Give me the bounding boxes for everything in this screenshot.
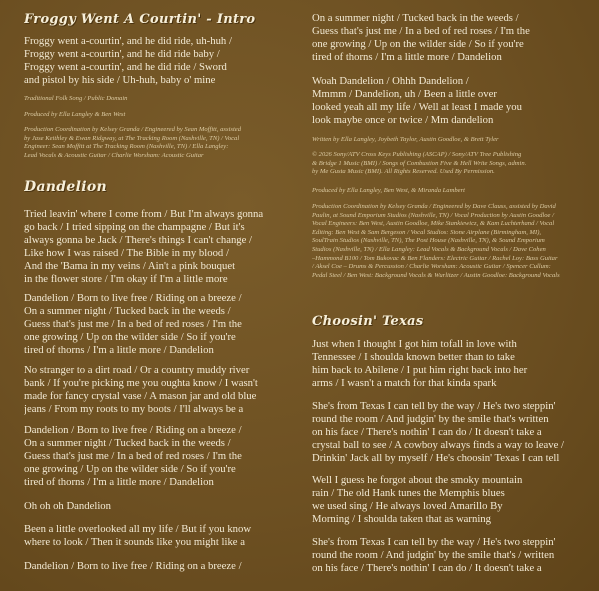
- lyric-line: Guess that's just me / In a bed of red roses / I'm the: [24, 450, 242, 462]
- left-column: [24, 0, 292, 591]
- lyric-line: one growing / Up on the wilder side / So if you're: [24, 331, 236, 343]
- dandelion-publishing: [312, 151, 582, 177]
- lyric-line: looked yeah all my life / Well at least I made you: [312, 101, 522, 113]
- credit-line: SoulTrain Studios (Nashville, TN), The Post House (Nashville, TN), & Sound Emporium: [312, 237, 545, 245]
- dandelion-outro: [312, 75, 582, 127]
- credit-line: Paulin, at Sound Emporium Studios (Nashville, TN) / Vocal Production by Austin Goodloe /: [312, 211, 554, 219]
- lyric-line: Tennessee / I shoulda known better than to take: [312, 351, 515, 363]
- dandelion-produced: [312, 187, 582, 196]
- credit-line: / Aksel Coe – Drums & Percussion / Charlie Worsham: Acoustic Guitar / Spencer Cullum:: [312, 263, 551, 271]
- dandelion-chorus-3: [24, 560, 292, 573]
- lyric-line: and pistol by his side / Uh-huh, baby o' mine: [24, 74, 216, 86]
- lyric-line: him back to Abilene / I put him right back into her: [312, 364, 528, 376]
- lyric-line: Woah Dandelion / Ohhh Dandelion /: [312, 75, 469, 87]
- dandelion-credits: [312, 203, 582, 280]
- lyric-line: one growing / Up on the wilder side / So if you're: [24, 463, 236, 475]
- lyric-line: On a summer night / Tucked back in the weeds /: [24, 305, 231, 317]
- lyric-line: tired of thorns / I'm a little more / Dandelion: [24, 476, 214, 488]
- lyric-line: we used sing / He always loved Amarillo By: [312, 500, 503, 512]
- intro-source: [24, 95, 292, 104]
- credit-line: © 2026 Sony/ATV Cross Keys Publishing (ASCAP) / Sony/ATV Tree Publishing: [312, 151, 522, 158]
- lyric-line: No stranger to a dirt road / Or a country muddy river: [24, 364, 250, 376]
- lyric-line: Mmmm / Dandelion, uh / Been a little over: [312, 88, 497, 100]
- lyric-line: tired of thorns / I'm a little more / Dandelion: [24, 344, 214, 356]
- credit-line: Editing: Ben West & Sam Bergeson / Vocal Studios: Stone Airplane (Birmingham, MI),: [312, 228, 542, 236]
- dandelion-oh: [24, 500, 292, 513]
- lyric-line: Been a little overlooked all my life / But if you know: [24, 523, 252, 535]
- lyric-line: look maybe once or twice / Mm dandelion: [312, 114, 494, 126]
- texas-stanza-2: [312, 474, 582, 526]
- credit-line: Pedal Steel / Ben West: Background Vocals & Wurlitzer / Austin Goodloe: Background Vocals: [312, 271, 560, 279]
- lyric-line: round the room / And judgin' by the smile that's written: [312, 413, 549, 425]
- lyric-line: Guess that's just me / In a bed of red roses / I'm the: [312, 25, 530, 37]
- intro-lyrics: [24, 35, 292, 87]
- credit-line: Lead Vocals & Acoustic Guitar / Charlie Worsham: Acoustic Guitar: [24, 151, 204, 159]
- dandelion-chorus-1: [24, 292, 292, 357]
- credit-line: & Bridge 1 Music (BMI) / Songs of Combustion Five & Hell Write Songs, admin.: [312, 159, 527, 167]
- lyric-line: arms / I wasn't a match for that kinda spark: [312, 377, 497, 389]
- lyric-line: Guess that's just me / In a bed of red roses / I'm the: [24, 318, 242, 330]
- credit-line: Engineer: Sean Moffitt at The Tracking Room (Nashville, TN) / Ella Langley:: [24, 143, 229, 151]
- lyric-line: Oh oh oh Dandelion: [24, 500, 111, 512]
- lyric-line: On a summer night / Tucked back in the weeds /: [312, 12, 519, 24]
- lyric-line: Morning / I shoulda taken that as warning: [312, 513, 491, 525]
- texas-stanza-1: [312, 338, 582, 390]
- song-title-dandelion: Dandelion: [24, 179, 107, 195]
- credit-line: Written by Ella Langley, Joybeth Taylor, Austin Goodloe, & Brett Tyler: [312, 136, 499, 143]
- intro-credits: [24, 126, 292, 160]
- lyric-line: And the 'Bama in my veins / Ain't a pink bouquet: [24, 260, 236, 272]
- lyric-line: on his face / There's nothin' I can do / It doesn't take a: [312, 426, 542, 438]
- texas-chorus-1: [312, 400, 582, 465]
- lyric-line: one growing / Up on the wilder side / So if you're: [312, 38, 524, 50]
- intro-produced: [24, 111, 292, 120]
- lyric-line: rain / The old Hank tunes the Memphis blues: [312, 487, 505, 499]
- lyric-stanza: [24, 35, 292, 87]
- lyric-line: Drinkin' Jack all by myself / He's choosin' Texas I can tell: [312, 452, 560, 464]
- credit-line: Production Coordination by Kelsey Granda / Engineered by Dave Clauss, assisted by David: [312, 203, 556, 210]
- lyric-line: made for fancy crystal vase / A mason jar and old blue: [24, 390, 257, 402]
- lyric-line: Like how I was raised / The Bible in my blood /: [24, 247, 229, 259]
- lyric-line: Dandelion / Born to live free / Riding on a breeze /: [24, 560, 242, 572]
- dandelion-stanza-2: [24, 364, 292, 416]
- credit-line: –Hammond B100 / Tom Bukovac & Ben Flanders: Electric Guitar / Rachel Loy: Bass Guitar: [312, 254, 558, 262]
- dandelion-bridge: [24, 523, 292, 549]
- lyric-line: crystal ball to see / A cowboy always finds a way to leave /: [312, 439, 564, 451]
- credit-line: Studios (Nashville, TN) / Ella Langley: Lead Vocals & Background Vocals / Dave Cohen: [312, 245, 546, 253]
- credit-line: Produced by Ella Langley & Ben West: [24, 111, 126, 118]
- lyric-line: Dandelion / Born to live free / Riding on a breeze /: [24, 292, 242, 304]
- lyric-line: tired of thorns / I'm a little more / Dandelion: [312, 51, 502, 63]
- lyric-line: Well I guess he forgot about the smoky mountain: [312, 474, 523, 486]
- credit-line: Vocal Engineers: Ben West, Austin Goodloe, Mike Stankiewicz, & Kam Luchterhand / Vocal: [312, 220, 555, 228]
- dandelion-stanza-1: [24, 208, 292, 286]
- lyric-line: On a summer night / Tucked back in the weeds /: [24, 437, 231, 449]
- lyric-line: Froggy went a-courtin', and he did ride / Sword: [24, 61, 227, 73]
- credit-line: Traditional Folk Song / Public Domain: [24, 95, 128, 102]
- lyric-line: Froggy went a-courtin', and he did ride, uh-huh /: [24, 35, 232, 47]
- lyric-line: jeans / From my roots to my boots / I'll always be a: [24, 403, 244, 415]
- lyric-line: Just when I thought I got him tofall in love with: [312, 338, 517, 350]
- lyric-line: Froggy went a-courtin', and he did ride baby /: [24, 48, 220, 60]
- lyric-line: She's from Texas I can tell by the way / He's two steppin': [312, 536, 556, 548]
- lyric-line: go back / I tried sipping on the champagne / But it's: [24, 221, 245, 233]
- right-column: [312, 0, 582, 591]
- lyric-line: Dandelion / Born to live free / Riding on a breeze /: [24, 424, 242, 436]
- texas-chorus-2: [312, 536, 582, 575]
- credit-line: Production Coordination by Kelsey Granda / Engineered by Sean Moffitt, assisted: [24, 126, 242, 133]
- song-title-intro: Froggy Went A Courtin' - Intro: [24, 12, 256, 27]
- lyric-line: Tried leavin' where I come from / But I'm always gonna: [24, 208, 264, 220]
- lyric-line: She's from Texas I can tell by the way / He's two steppin': [312, 400, 556, 412]
- lyric-line: on his face / There's nothin' I can do / It doesn't take a: [312, 562, 542, 574]
- dandelion-writers: [312, 136, 582, 145]
- dandelion-chorus-2: [24, 424, 292, 489]
- song-title-choosin-texas: Choosin' Texas: [312, 314, 424, 329]
- lyric-line: round the room / And judgin' by the smile that's / written: [312, 549, 555, 561]
- lyric-line: always gonna be Jack / There's things I can't change /: [24, 234, 253, 246]
- credit-line: Produced by Ella Langley, Ben West, & Miranda Lambert: [312, 187, 465, 194]
- lyric-line: in the flower store / I'm okay if I'm a little more: [24, 273, 228, 285]
- credit-line: by Me Gusta Music (BMI). All Rights Reserved. Used By Permission.: [312, 168, 495, 176]
- dandelion-chorus-3-cont: [312, 12, 582, 64]
- credit-line: by Jase Keithley & Ewan Ridgway, at The Tracking Room (Nashville, TN) / Vocal: [24, 134, 240, 142]
- lyric-line: bank / If you're picking me you oughta know / I wasn't: [24, 377, 258, 389]
- lyric-line: where to look / Then it sounds like you might like a: [24, 536, 245, 548]
